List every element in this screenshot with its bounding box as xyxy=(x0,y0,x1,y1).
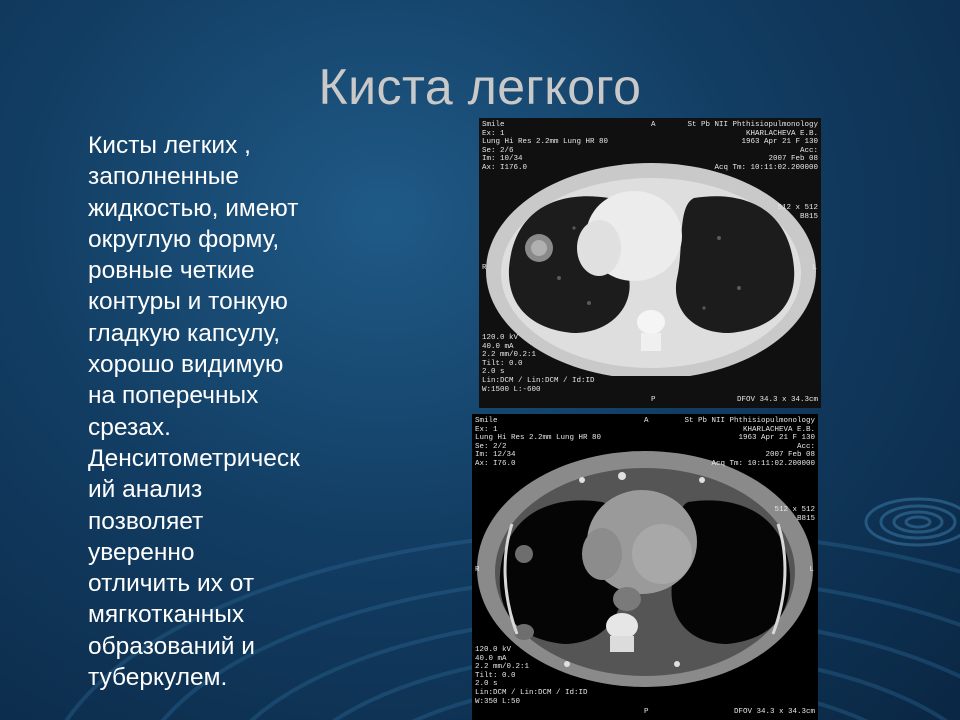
ct-bottom-dfov: DFOV 34.3 x 34.3cm xyxy=(733,708,815,716)
ct-top-orientation-anterior: A xyxy=(651,121,656,129)
ct-bottom-side-left: R xyxy=(475,566,480,574)
ct-top-info-bottom-left: 120.0 kV 40.0 mA 2.2 mm/0.2:1 Tilt: 0.0 2.0 s Lin:DCM / Lin:DCM / Id:ID W:1500 L:-600 xyxy=(482,334,595,394)
ct-bottom-info-bottom-left: 120.0 kV 40.0 mA 2.2 mm/0.2:1 Tilt: 0.0 2.0 s Lin:DCM / Lin:DCM / Id:ID W:350 L:50 xyxy=(475,646,588,706)
slide-body-text: Кисты легких , заполненные жидкостью, имеют округлую форму, ровные четкие контуры и тонкую гладкую капсулу, хорошо видимую на поперечных срезах. Денситометрическ ий анализ позволяет уверенно отличить их от мягкотканных образований и туберкулем. xyxy=(88,132,300,692)
ct-bottom-orientation-posterior: P xyxy=(644,708,649,716)
ct-bottom-info-right: St Pb NII Phthisiopulmonology KHARLACHEVA E.B. 1963 Apr 21 F 130 Acc: 2007 Feb 08 Acq Tm: 10:11:02.200000 xyxy=(684,417,815,468)
ct-top-info-left: Smile Ex: 1 Lung Hi Res 2.2mm Lung HR 80 Se: 2/6 Im: 10/34 Ax: I176.0 xyxy=(482,121,609,172)
ct-bottom-info-left: Smile Ex: 1 Lung Hi Res 2.2mm Lung HR 80 Se: 2/2 Im: 12/34 Ax: I76.0 xyxy=(475,417,602,468)
ct-scan-lung-window xyxy=(479,118,821,408)
ct-top-orientation-posterior: P xyxy=(651,396,656,404)
ct-top-matrix: 512 x 512 B815 xyxy=(777,204,818,221)
ct-top-dfov: DFOV 34.3 x 34.3cm xyxy=(736,396,818,404)
ct-top-side-left: R xyxy=(482,264,487,272)
ct-bottom-side-right: L xyxy=(809,566,814,574)
ct-bottom-matrix: 512 x 512 B815 xyxy=(774,506,815,523)
ct-top-side-right: L xyxy=(812,264,817,272)
ct-top-info-right: St Pb NII Phthisiopulmonology KHARLACHEVA E.B. 1963 Apr 21 F 130 Acc: 2007 Feb 08 Acq Tm: 10:11:02.200000 xyxy=(687,121,818,172)
slide-title: Киста легкого xyxy=(318,59,642,115)
ct-scan-mediastinal-window xyxy=(472,414,818,720)
ct-bottom-orientation-anterior: A xyxy=(644,417,649,425)
